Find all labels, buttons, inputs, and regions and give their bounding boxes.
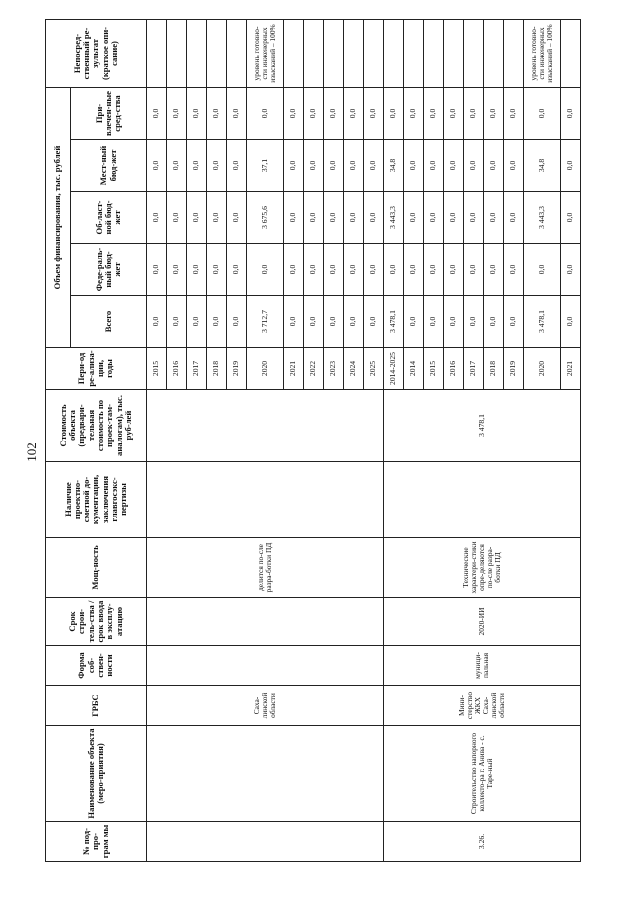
cell-local: 0,0 (324, 140, 344, 192)
cell-attracted: 0,0 (247, 88, 284, 140)
cell-attracted: 0,0 (147, 88, 167, 140)
cell-attracted: 0,0 (444, 88, 464, 140)
cell-num: 3.26. (384, 822, 581, 862)
cell-local: 0,0 (364, 140, 384, 192)
cell-result (384, 20, 404, 88)
header-term: Срок строи-тель-ства / срок ввода в эксплу-атацию (46, 598, 147, 646)
cell-regional: 0,0 (344, 192, 364, 244)
cell-federal: 0,0 (384, 244, 404, 296)
cell-regional: 0,0 (187, 192, 207, 244)
cell-result (561, 20, 581, 88)
cell-total: 0,0 (147, 296, 167, 348)
cell-total: 0,0 (444, 296, 464, 348)
cell-ownership (147, 646, 384, 686)
cell-attracted: 0,0 (484, 88, 504, 140)
rotated-page (45, 20, 605, 862)
header-federal: Феде-раль-ный бюд-жет (71, 244, 147, 296)
cell-local: 0,0 (167, 140, 187, 192)
cell-local: 0,0 (424, 140, 444, 192)
cell-regional: 3 443,3 (384, 192, 404, 244)
cell-cost: 3 478,1 (384, 390, 581, 462)
cell-total: 0,0 (304, 296, 324, 348)
cell-federal: 0,0 (504, 244, 524, 296)
cell-local: 37,1 (247, 140, 284, 192)
cell-federal: 0,0 (247, 244, 284, 296)
cell-attracted: 0,0 (304, 88, 324, 140)
table-row (147, 20, 167, 862)
cell-federal: 0,0 (561, 244, 581, 296)
header-period: Пери-од ре-ализа-ции, годы (46, 348, 147, 390)
cell-year: 2022 (304, 348, 324, 390)
cell-local: 0,0 (207, 140, 227, 192)
cell-year: 2018 (484, 348, 504, 390)
cell-total: 0,0 (424, 296, 444, 348)
cell-result (504, 20, 524, 88)
header-total: Всего (71, 296, 147, 348)
cell-attracted: 0,0 (187, 88, 207, 140)
cell-regional: 0,0 (504, 192, 524, 244)
cell-docs (147, 462, 384, 538)
cell-year: 2020 (247, 348, 284, 390)
cell-result: уровень готовно-сти инженерных изысканий – 100% (524, 20, 561, 88)
header-attracted: При-влечен-ные сред-ства (71, 88, 147, 140)
cell-local: 0,0 (187, 140, 207, 192)
cell-year: 2014-2025 (384, 348, 404, 390)
header-ownership: Форма соб-ствен-ности (46, 646, 147, 686)
cell-year: 2015 (424, 348, 444, 390)
cell-result (464, 20, 484, 88)
cell-attracted: 0,0 (284, 88, 304, 140)
cell-name: Строительство напорного коллекто-ра г. Анива - с. Таре-ный (384, 726, 581, 822)
cell-year: 2016 (444, 348, 464, 390)
cell-year: 2017 (187, 348, 207, 390)
cell-result (424, 20, 444, 88)
cell-federal: 0,0 (147, 244, 167, 296)
cell-total: 0,0 (464, 296, 484, 348)
cell-year: 2021 (561, 348, 581, 390)
cell-total: 0,0 (167, 296, 187, 348)
cell-attracted: 0,0 (524, 88, 561, 140)
cell-local: 0,0 (304, 140, 324, 192)
cell-regional: 0,0 (424, 192, 444, 244)
cell-total: 0,0 (227, 296, 247, 348)
cell-local: 0,0 (227, 140, 247, 192)
cell-regional: 0,0 (284, 192, 304, 244)
cell-federal: 0,0 (227, 244, 247, 296)
cell-year: 2023 (324, 348, 344, 390)
cell-result (167, 20, 187, 88)
cell-year: 2024 (344, 348, 364, 390)
cell-federal: 0,0 (304, 244, 324, 296)
cell-attracted: 0,0 (384, 88, 404, 140)
cell-total: 0,0 (364, 296, 384, 348)
cell-result (324, 20, 344, 88)
cell-grbs: Мини-стерство ЖКХ Саха-линской области (384, 686, 581, 726)
cell-result (284, 20, 304, 88)
cell-regional: 0,0 (364, 192, 384, 244)
cell-attracted: 0,0 (504, 88, 524, 140)
cell-federal: 0,0 (187, 244, 207, 296)
cell-term (147, 598, 384, 646)
cell-federal: 0,0 (284, 244, 304, 296)
cell-federal: 0,0 (364, 244, 384, 296)
cell-local: 0,0 (464, 140, 484, 192)
cell-attracted: 0,0 (424, 88, 444, 140)
cell-regional: 0,0 (324, 192, 344, 244)
cell-docs (384, 462, 581, 538)
cell-attracted: 0,0 (364, 88, 384, 140)
cell-year: 2015 (147, 348, 167, 390)
cell-year: 2018 (207, 348, 227, 390)
cell-result (484, 20, 504, 88)
cell-attracted: 0,0 (207, 88, 227, 140)
cell-result (304, 20, 324, 88)
cell-local: 0,0 (504, 140, 524, 192)
cell-federal: 0,0 (424, 244, 444, 296)
cell-attracted: 0,0 (227, 88, 247, 140)
cell-local: 0,0 (444, 140, 464, 192)
cell-federal: 0,0 (524, 244, 561, 296)
cell-name (147, 726, 384, 822)
header-name: Наименование объекта (меро-приятия) (46, 726, 147, 822)
cell-term: 2020-ИИ (384, 598, 581, 646)
page-number: 102 (24, 442, 39, 462)
cell-year: 2025 (364, 348, 384, 390)
cell-local: 0,0 (344, 140, 364, 192)
cell-attracted: 0,0 (464, 88, 484, 140)
cell-federal: 0,0 (444, 244, 464, 296)
header-regional: Об-ласт-ной бюд-жет (71, 192, 147, 244)
cell-regional: 3 443,3 (524, 192, 561, 244)
cell-result (227, 20, 247, 88)
cell-result (404, 20, 424, 88)
cell-federal: 0,0 (324, 244, 344, 296)
header-result: Непосред-ственный ре-зультат (краткое опи-сание) (46, 20, 147, 88)
cell-federal: 0,0 (207, 244, 227, 296)
cell-local: 0,0 (404, 140, 424, 192)
table-row (384, 20, 404, 862)
cell-grbs: Саха-линской области (147, 686, 384, 726)
cell-year: 2014 (404, 348, 424, 390)
cell-year: 2021 (284, 348, 304, 390)
cell-year: 2017 (464, 348, 484, 390)
cell-regional: 0,0 (167, 192, 187, 244)
cell-federal: 0,0 (344, 244, 364, 296)
cell-num (147, 822, 384, 862)
header-cost: Стоимость объекта (предвари-тельная стоимость по проек-там-аналогам), тыс. руб-лей (46, 390, 147, 462)
header-capacity: Мощ-ность (46, 538, 147, 598)
cell-local: 0,0 (484, 140, 504, 192)
cell-cost (147, 390, 384, 462)
cell-regional: 0,0 (444, 192, 464, 244)
cell-total: 0,0 (284, 296, 304, 348)
cell-regional: 0,0 (561, 192, 581, 244)
table-body (147, 20, 581, 862)
cell-regional: 0,0 (227, 192, 247, 244)
header-local: Мест-ный бюд-жет (71, 140, 147, 192)
cell-result (207, 20, 227, 88)
cell-total: 0,0 (484, 296, 504, 348)
cell-total: 0,0 (207, 296, 227, 348)
cell-capacity: делится по-сле разра-ботки ПД (147, 538, 384, 598)
cell-total: 0,0 (187, 296, 207, 348)
cell-total: 3 478,1 (524, 296, 561, 348)
header-docs: Наличие проектно-сметной до-кументации, заключения главгосэкс-пертизы (46, 462, 147, 538)
cell-local: 0,0 (147, 140, 167, 192)
cell-total: 0,0 (404, 296, 424, 348)
cell-local: 34,8 (384, 140, 404, 192)
cell-total: 0,0 (561, 296, 581, 348)
cell-regional: 3 675,6 (247, 192, 284, 244)
header-financing: Объем финансирования, тыс. рублей (46, 88, 71, 348)
cell-total: 3 478,1 (384, 296, 404, 348)
cell-local: 0,0 (561, 140, 581, 192)
cell-result (364, 20, 384, 88)
cell-regional: 0,0 (304, 192, 324, 244)
cell-total: 0,0 (504, 296, 524, 348)
cell-regional: 0,0 (404, 192, 424, 244)
cell-total: 0,0 (324, 296, 344, 348)
cell-federal: 0,0 (464, 244, 484, 296)
cell-result (344, 20, 364, 88)
header-num: № под-про-грам мы (46, 822, 147, 862)
cell-regional: 0,0 (147, 192, 167, 244)
cell-federal: 0,0 (484, 244, 504, 296)
cell-total: 0,0 (344, 296, 364, 348)
cell-year: 2019 (227, 348, 247, 390)
cell-year: 2019 (504, 348, 524, 390)
cell-attracted: 0,0 (324, 88, 344, 140)
cell-ownership: муници-пальная (384, 646, 581, 686)
cell-regional: 0,0 (484, 192, 504, 244)
cell-result (187, 20, 207, 88)
header-grbs: ГРБС (46, 686, 147, 726)
cell-total: 3 712,7 (247, 296, 284, 348)
cell-capacity: Технические характери-стики опре-деляются по-сле разра-ботки ПД (384, 538, 581, 598)
cell-local: 0,0 (284, 140, 304, 192)
cell-regional: 0,0 (464, 192, 484, 244)
table-header (46, 20, 147, 862)
cell-attracted: 0,0 (167, 88, 187, 140)
cell-attracted: 0,0 (561, 88, 581, 140)
cell-year: 2020 (524, 348, 561, 390)
cell-year: 2016 (167, 348, 187, 390)
cell-attracted: 0,0 (404, 88, 424, 140)
financing-table (45, 19, 581, 862)
cell-regional: 0,0 (207, 192, 227, 244)
cell-attracted: 0,0 (344, 88, 364, 140)
cell-local: 34,8 (524, 140, 561, 192)
cell-result (147, 20, 167, 88)
cell-result (444, 20, 464, 88)
cell-result: уровень готовно-сти инженерных изысканий – 100% (247, 20, 284, 88)
cell-federal: 0,0 (404, 244, 424, 296)
cell-federal: 0,0 (167, 244, 187, 296)
